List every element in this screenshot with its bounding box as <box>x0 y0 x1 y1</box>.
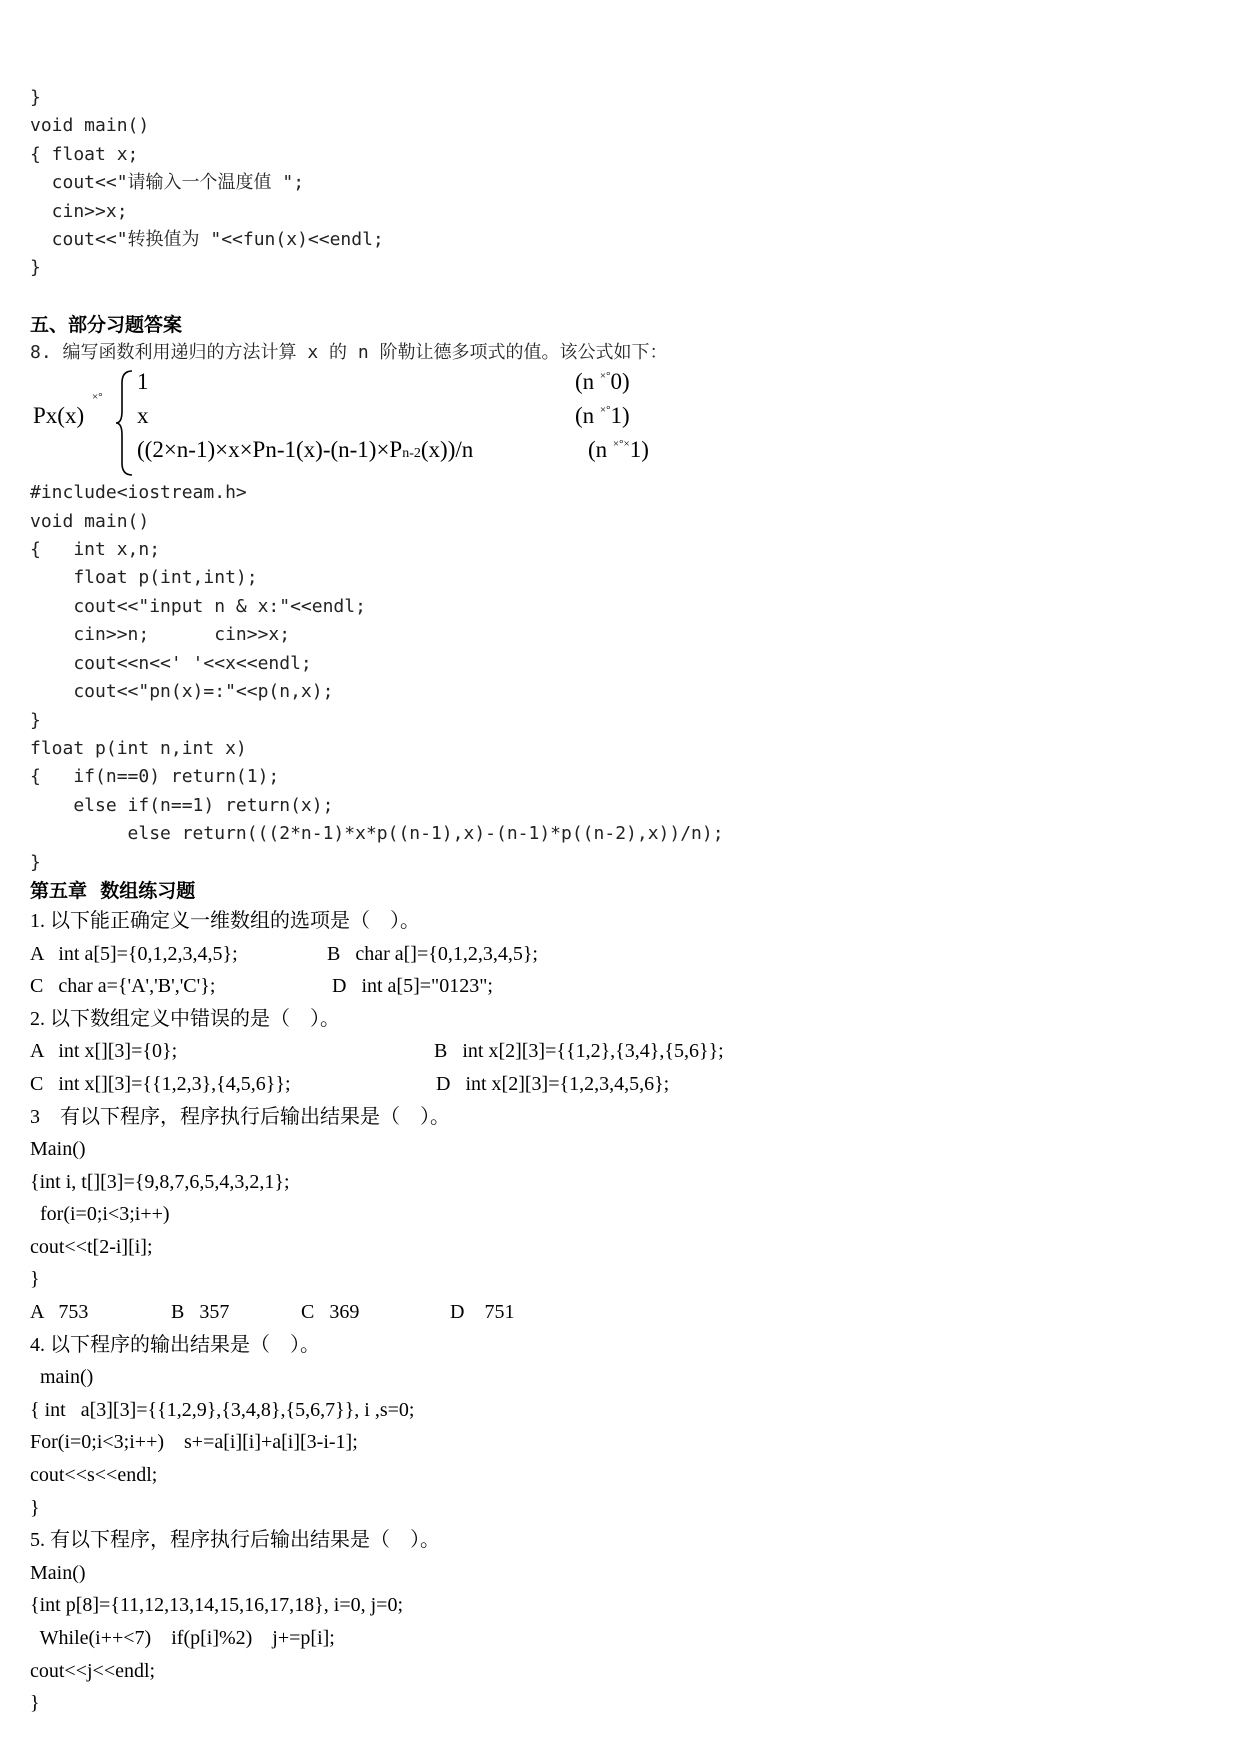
question-4: 4. 以下程序的输出结果是（ ）。 <box>30 1333 320 1356</box>
code-line: for(i=0;i<3;i++) <box>30 1203 170 1226</box>
code-line: main() <box>30 1366 94 1389</box>
document-page <box>30 84 1210 1720</box>
code-line: cout<<"转换值为 "<<fun(x)<<endl; <box>30 229 384 251</box>
left-brace-icon <box>114 369 136 477</box>
code-line: { int a[3][3]={{1,2,9},{3,4,8},{5,6,7}}, i ,s=0; <box>30 1398 415 1421</box>
q4-code <box>30 1361 1210 1524</box>
q3-option-c: C 369 <box>301 1301 360 1324</box>
legendre-formula <box>30 367 1210 479</box>
q2-option-d: D int x[2][3]={1,2,3,4,5,6}; <box>436 1072 670 1095</box>
q1-option-d: D int a[5]="0123"; <box>332 975 493 998</box>
code-line: float p(int,int); <box>30 567 258 589</box>
code-line: cout<<"pn(x)=:"<<p(n,x); <box>30 681 334 703</box>
formula-cond-2: (n ×°1) <box>575 403 630 429</box>
code-line: While(i++<7) if(p[i]%2) j+=p[i]; <box>30 1627 335 1649</box>
question-5: 5. 有以下程序，程序执行后输出结果是（ ）。 <box>30 1529 440 1552</box>
question-3: 3 有以下程序，程序执行后输出结果是（ ）。 <box>30 1105 450 1128</box>
code-line: cout<<"input n & x:"<<endl; <box>30 595 366 617</box>
code-line: cin>>n; cin>>x; <box>30 624 291 646</box>
code-line: void main() <box>30 510 150 532</box>
code-line: void main() <box>30 115 150 137</box>
code-line: #include<iostream.h> <box>30 482 247 504</box>
code-line: cin>>x; <box>30 200 128 222</box>
code-line: float p(int n,int x) <box>30 737 247 759</box>
code-line: cout<<n<<' '<<x<<endl; <box>30 652 312 674</box>
code-line: { if(n==0) return(1); <box>30 766 280 788</box>
q1-options-row-1 <box>30 938 1210 971</box>
q3-option-b: B 357 <box>171 1301 230 1324</box>
code-line: } <box>30 1268 40 1291</box>
formula-cond-3: (n ×°×1) <box>588 437 649 463</box>
code-line: } <box>30 87 41 108</box>
q2-option-b: B int x[2][3]={{1,2},{3,4},{5,6}}; <box>434 1040 724 1063</box>
code-line: } <box>30 1692 40 1715</box>
code-line: } <box>30 1496 40 1519</box>
code-line: } <box>30 709 41 731</box>
q2-option-a: A int x[][3]={0}; <box>30 1040 178 1063</box>
code-block-temperature <box>30 84 1210 283</box>
formula-row-3: ((2×n-1)×x×Pn-1(x)-(n-1)×Pn-2(x))/n <box>137 437 474 463</box>
formula-row-2: x <box>137 403 149 429</box>
code-line: cout<<t[2-i][i]; <box>30 1235 153 1258</box>
code-line: } <box>30 257 41 279</box>
code-line: cout<<s<<endl; <box>30 1464 158 1487</box>
chapter-title: 第五章 数组练习题 <box>30 879 196 902</box>
code-block-legendre <box>30 479 1210 877</box>
code-line: Main() <box>30 1561 86 1584</box>
formula-row-1: 1 <box>137 369 149 395</box>
code-line: else return(((2*n-1)*x*p((n-1),x)-(n-1)*p((n-2),x))/n); <box>30 823 724 845</box>
code-line: For(i=0;i<3;i++) s+=a[i][i]+a[i][3-i-1]; <box>30 1431 358 1454</box>
q1-options-row-2 <box>30 970 1210 1003</box>
q3-code <box>30 1133 1210 1296</box>
q2-option-c: C int x[][3]={{1,2,3},{4,5,6}}; <box>30 1072 291 1095</box>
formula-garbled-symbol: ×° <box>92 391 103 404</box>
exercise-8-text: 8. 编写函数利用递归的方法计算 x 的 n 阶勒让德多项式的值。该公式如下： <box>30 341 668 363</box>
q3-options-row <box>30 1296 1210 1329</box>
q2-options-row-1 <box>30 1035 1210 1068</box>
code-line: cout<<"请输入一个温度值 "; <box>30 172 305 194</box>
code-line: { float x; <box>30 143 139 165</box>
q1-option-a: A int a[5]={0,1,2,3,4,5}; <box>30 942 238 965</box>
code-line: { int x,n; <box>30 539 161 561</box>
q1-option-c: C char a={'A','B','C'}; <box>30 975 216 998</box>
code-line: else if(n==1) return(x); <box>30 794 334 816</box>
formula-lhs: Px(x) <box>33 403 85 429</box>
q3-option-a: A 753 <box>30 1301 89 1324</box>
q2-options-row-2 <box>30 1068 1210 1101</box>
q5-code <box>30 1557 1210 1720</box>
q3-option-d: D 751 <box>450 1301 515 1324</box>
formula-cond-1: (n ×°0) <box>575 369 630 395</box>
code-line: cout<<j<<endl; <box>30 1659 156 1682</box>
code-line: {int i, t[][3]={9,8,7,6,5,4,3,2,1}; <box>30 1170 290 1193</box>
code-line: {int p[8]={11,12,13,14,15,16,17,18}, i=0, j=0; <box>30 1594 403 1617</box>
question-1: 1. 以下能正确定义一维数组的选项是（ ）。 <box>30 909 420 932</box>
q1-option-b: B char a[]={0,1,2,3,4,5}; <box>327 942 538 965</box>
code-line: } <box>30 851 41 873</box>
code-line: Main() <box>30 1138 86 1161</box>
section-title: 五、部分习题答案 <box>30 313 183 336</box>
question-2: 2. 以下数组定义中错误的是（ ）。 <box>30 1007 340 1030</box>
